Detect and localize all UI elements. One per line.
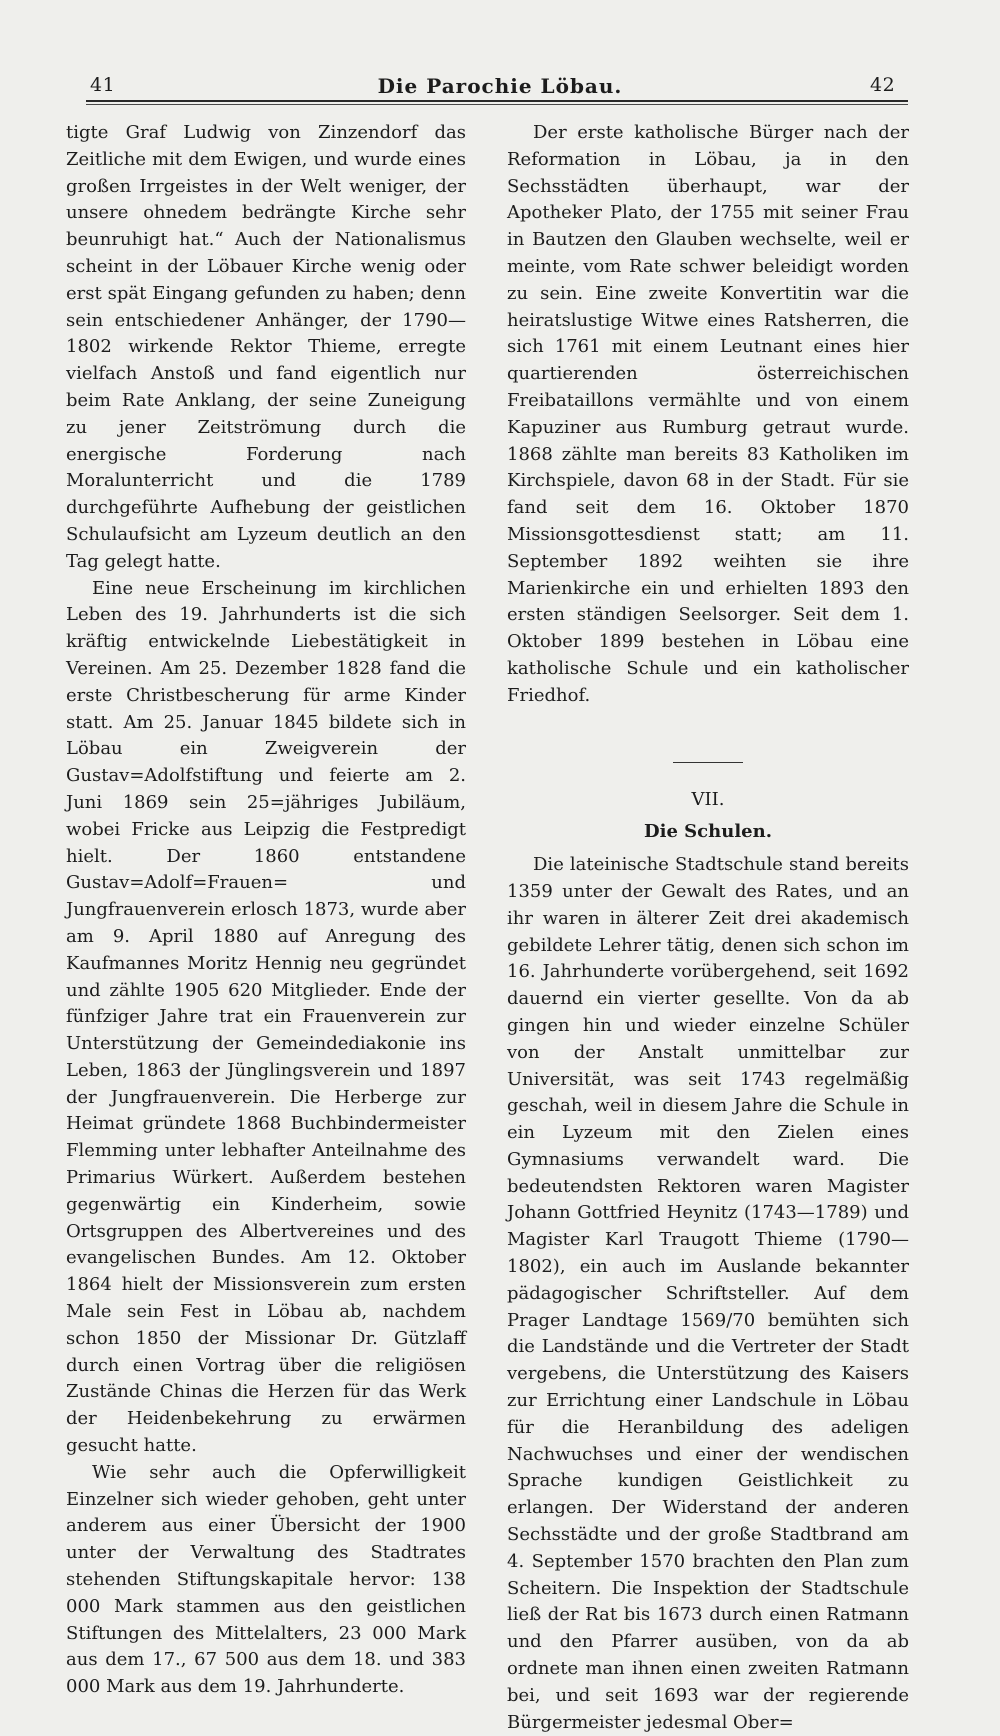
left-paragraph-3: Wie sehr auch die Opferwilligkeit Einzelner sich wieder gehoben, geht unter anderem aus einer Übersicht der 1900 unter der Verwaltung des Stadtrates stehenden Stiftungskapitale hervor: 138 000 Mark stammen aus den geistlichen Stiftungen des Mittelalters, 23 000 Mark aus dem 17., 67 500 aus dem 18. und 383 000 Mark aus dem 19. Jahrhunderte. [66, 1461, 466, 1698]
left-column [66, 120, 466, 1701]
left-paragraph-1: tigte Graf Ludwig von Zinzendorf das Zeitliche mit dem Ewigen, und wurde eines großen Irrgeistes in der Welt weniger, der unsere ohnedem bedrängte Kirche sehr beunruhigt hat.“ Auch der Nationalismus scheint in der Löbauer Kirche wenig oder erst spät Eingang gefunden zu haben; denn sein entschiedener Anhänger, der 1790—1802 wirkende Rektor Thieme, erregte vielfach Anstoß und fand eigentlich nur beim Rate Anklang, der seine Zuneigung zu jener Zeitströmung durch die energische Forderung nach Moralunterricht und die 1789 durchgeführte Aufhebung der geistlichen Schulaufsicht am Lyzeum deutlich an den Tag gelegt hatte. [66, 122, 466, 572]
right-paragraph-1: Der erste katholische Bürger nach der Reformation in Löbau, ja in den Sechsstädten überhaupt, war der Apotheker Plato, der 1755 mit seiner Frau in Bautzen den Glauben wechselte, weil er meinte, vom Rate schwer beleidigt worden zu sein. Eine zweite Konvertitin war die heiratslustige Witwe eines Ratsherren, die sich 1761 mit einem Leutnant eines hier quartierenden österreichischen Freibataillons vermählte und von einem Kapuziner aus Rumburg getraut wurde. 1868 zählte man bereits 83 Katholiken im Kirchspiele, davon 68 in der Stadt. Für sie fand seit dem 16. Oktober 1870 Missionsgottesdienst statt; am 11. September 1892 weihten sie ihre Marienkirche ein und erhielten 1893 den ersten ständigen Seelsorger. Seit dem 1. Oktober 1899 bestehen in Löbau eine katholische Schule und ein katholischer Friedhof. [507, 122, 909, 706]
section-title: Die Schulen. [644, 821, 772, 843]
page-number-right: 42 [870, 74, 896, 96]
section-number: VII. [691, 788, 725, 810]
left-paragraph-2: Eine neue Erscheinung im kirchlichen Leben des 19. Jahrhunderts ist die sich kräftig entwickelnde Liebestätigkeit in Vereinen. Am 25. Dezember 1828 fand die erste Christbescherung für arme Kinder statt. Am 25. Januar 1845 bildete sich in Löbau ein Zweigverein der Gustav=Adolfstiftung und feierte am 2. Juni 1869 sein 25=jähriges Jubiläum, wobei Fricke aus Leipzig die Festpredigt hielt. Der 1860 entstandene Gustav=Adolf=Frauen= und Jungfrauenverein erlosch 1873, wurde aber am 9. April 1880 auf Anregung des Kaufmannes Moritz Hennig neu gegründet und zählte 1905 620 Mitglieder. Ende der fünfziger Jahre trat ein Frauenverein zur Unterstützung der Gemeindediakonie ins Leben, 1863 der Jünglingsverein und 1897 der Jungfrauenverein. Die Herberge zur Heimat gründete 1868 Buchbindermeister Flemming unter lebhafter Anteilnahme des Primarius Würkert. Außerdem bestehen gegenwärtig ein Kinderheim, sowie Ortsgruppen des Albertvereines und des evangelischen Bundes. Am 12. Oktober 1864 hielt der Missionsverein zum ersten Male sein Fest in Löbau ab, nachdem schon 1850 der Missionar Dr. Gützlaff durch einen Vortrag über die religiösen Zustände Chinas die Herzen für das Werk der Heidenbekehrung zu erwärmen gesucht hatte. [66, 577, 466, 1457]
header-rule [86, 100, 908, 105]
right-column [507, 120, 909, 1736]
page-number-left: 41 [90, 74, 116, 96]
running-title: Die Parochie Löbau. [377, 74, 623, 98]
section-divider [673, 762, 743, 763]
right-paragraph-2: Die lateinische Stadtschule stand bereits 1359 unter der Gewalt des Rates, und an ihr waren in älterer Zeit drei akademisch gebildete Lehrer tätig, denen sich schon im 16. Jahrhunderte vorübergehend, seit 1692 dauernd ein vierter gesellte. Von da ab gingen hin und wieder einzelne Schüler von der Anstalt unmittelbar zur Universität, was seit 1743 regelmäßig geschah, weil in diesem Jahre die Schule in ein Lyzeum mit den Zielen eines Gymnasiums verwandelt ward. Die bedeutendsten Rektoren waren Magister Johann Gottfried Heynitz (1743—1789) und Magister Karl Traugott Thieme (1790—1802), ein auch im Auslande bekannter pädagogischer Schriftsteller. Auf dem Prager Landtage 1569/70 bemühten sich die Landstände und die Vertreter der Stadt vergebens, die Unterstützung des Kaisers zur Errichtung einer Landschule in Löbau für die Heranbildung des adeligen Nachwuchses und einer der wendischen Sprache kundigen Geistlichkeit zu erlangen. Der Widerstand der anderen Sechsstädte und der große Stadtbrand am 4. September 1570 brachten den Plan zum Scheitern. Die Inspektion der Stadtschule ließ der Rat bis 1673 durch einen Ratmann und den Pfarrer ausüben, von da ab ordnete man ihnen einen zweiten Ratmann bei, und seit 1693 war der regierende Bürgermeister jedesmal Ober= [507, 854, 909, 1733]
